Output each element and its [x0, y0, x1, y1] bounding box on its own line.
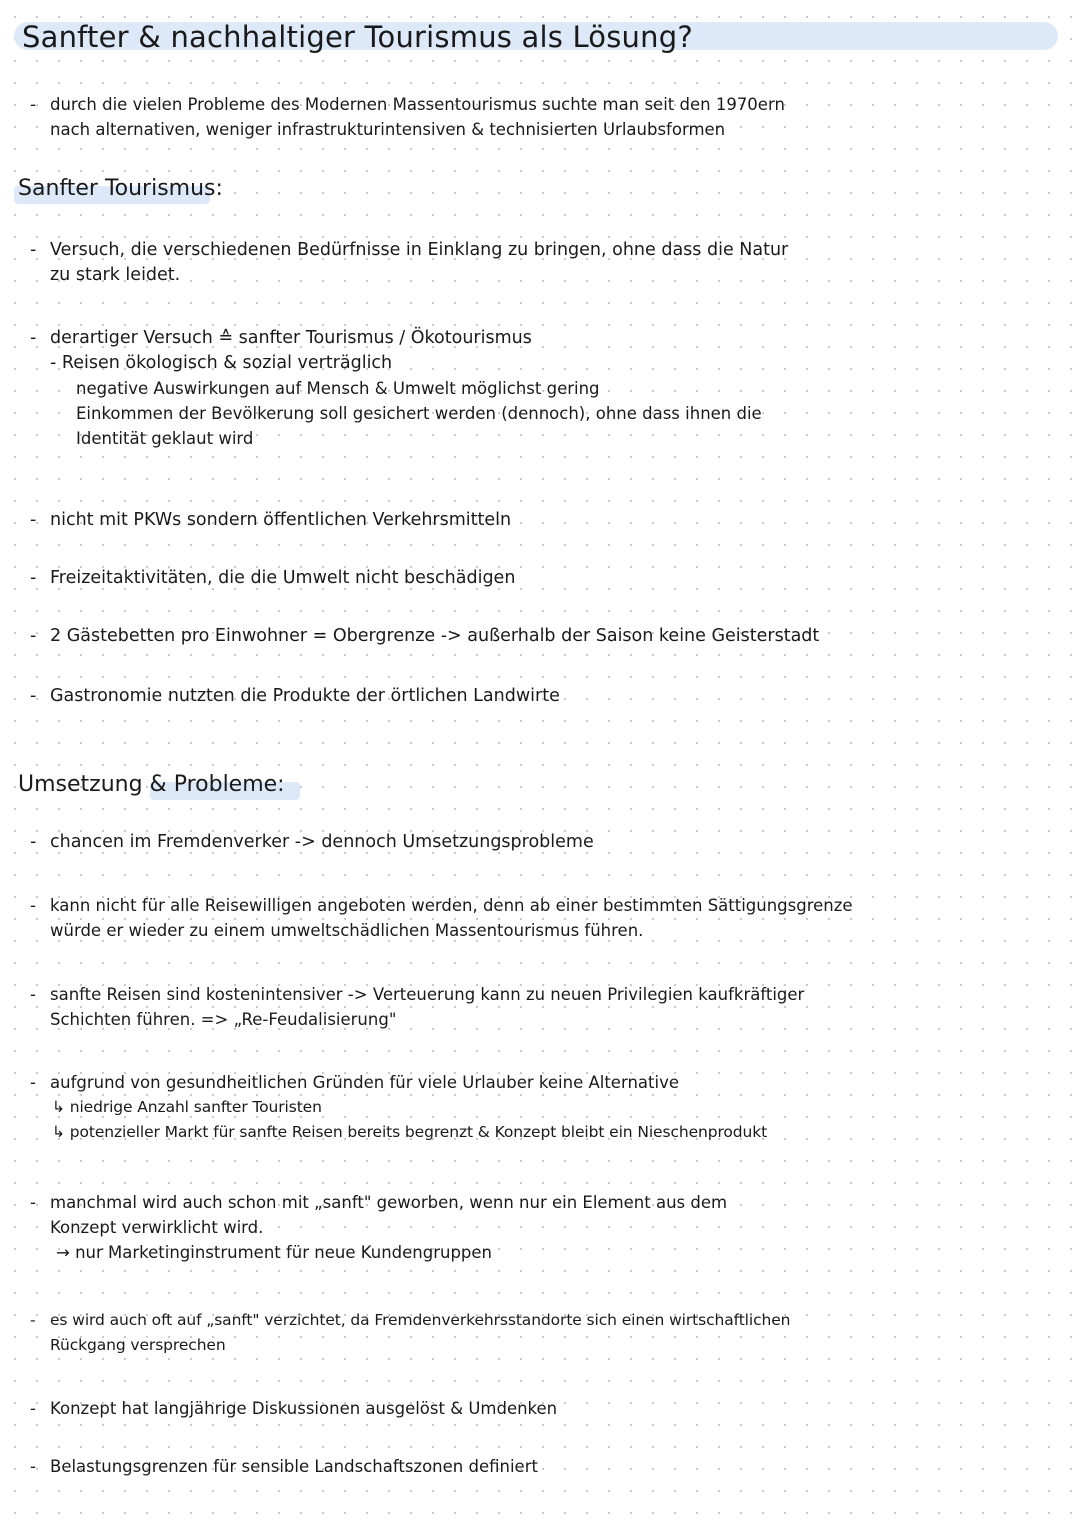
list-item — [30, 684, 1070, 709]
list-item — [30, 238, 1070, 288]
bullet-dash: - — [30, 832, 37, 852]
sub-item-details: → nur Marketinginstrument für neue Kundengruppen — [56, 1243, 493, 1262]
list-item — [30, 508, 1070, 533]
bullet-dash: - — [30, 1457, 36, 1476]
bullet-dash: - — [30, 1073, 36, 1092]
bullet-dash: - — [30, 328, 37, 348]
list-item-text: aufgrund von gesundheitlichen Gründen für viele Urlauber keine Alternative — [50, 1073, 679, 1092]
bullet-dash: - — [30, 95, 36, 114]
list-item-text: Belastungsgrenzen für sensible Landschaftszonen definiert — [50, 1457, 538, 1476]
bullet-dash: - — [30, 1193, 36, 1212]
list-item-text: Konzept hat langjährige Diskussionen ausgelöst & Umdenken — [50, 1399, 558, 1418]
list-item — [30, 1454, 1070, 1479]
bullet-dash: - — [30, 896, 36, 915]
list-item-text: chancen im Fremdenverker -> dennoch Umsetzungsprobleme — [50, 832, 594, 852]
list-item-text: 2 Gästebetten pro Einwohner = Obergrenze -> außerhalb der Saison keine Geisterstadt — [50, 626, 820, 646]
list-item — [30, 1190, 1070, 1265]
bullet-dash: - — [30, 510, 37, 530]
list-item — [30, 1396, 1070, 1421]
section-heading-umsetzung-probleme: Umsetzung & Probleme: — [18, 772, 285, 797]
sub-item-details: ↳ niedrige Anzahl sanfter Touristen ↳ potenzieller Markt für sanfte Reisen bereits begrenzt & Konzept bleibt ein Nieschenprodukt — [52, 1098, 768, 1141]
intro-item — [30, 92, 1070, 142]
sub-item-text: - Reisen ökologisch & sozial verträglich — [50, 353, 393, 373]
intro-text: durch die vielen Probleme des Modernen Massentourismus suchte man seit den 1970ern nach alternativen, weniger infrastrukturintensiven & technisierten Urlaubsformen — [50, 95, 785, 139]
list-item-text: kann nicht für alle Reisewilligen angeboten werden, denn ab einer bestimmten Sättigungsgrenze würde er wieder zu einem umweltschädlichen Massentourismus führen. — [50, 896, 853, 940]
bullet-dash: - — [30, 568, 37, 588]
list-item-text: Freizeitaktivitäten, die die Umwelt nicht beschädigen — [50, 568, 516, 588]
page-title: Sanfter & nachhaltiger Tourismus als Lösung? — [22, 20, 693, 54]
list-item — [30, 1308, 1070, 1358]
list-item — [30, 830, 1070, 855]
list-item-text: nicht mit PKWs sondern öffentlichen Verkehrsmitteln — [50, 510, 512, 530]
list-item — [30, 566, 1070, 591]
bullet-dash: - — [30, 985, 36, 1004]
list-item — [30, 326, 1070, 451]
bullet-dash: - — [30, 626, 37, 646]
list-item-text: Gastronomie nutzten die Produkte der örtlichen Landwirte — [50, 686, 560, 706]
bullet-dash: - — [30, 240, 37, 260]
list-item-text: sanfte Reisen sind kostenintensiver -> Verteuerung kann zu neuen Privilegien kaufkräftiger Schichten führen. => „Re-Feudalisierung" — [50, 985, 805, 1029]
section-heading-sanfter-tourismus: Sanfter Tourismus: — [18, 176, 223, 201]
list-item — [30, 624, 1070, 649]
list-item-text: es wird auch oft auf „sanft" verzichtet, da Fremdenverkehrsstandorte sich einen wirtschaftlichen Rückgang versprechen — [50, 1311, 791, 1354]
list-item-text: derartiger Versuch ≙ sanfter Tourismus / Ökotourismus — [50, 328, 532, 348]
list-item — [30, 982, 1070, 1032]
list-item — [30, 1070, 1070, 1145]
bullet-dash: - — [30, 1399, 36, 1418]
bullet-dash: - — [30, 686, 37, 706]
list-item-text: Versuch, die verschiedenen Bedürfnisse in Einklang zu bringen, ohne dass die Natur zu stark leidet. — [50, 240, 789, 285]
sub-item-details: negative Auswirkungen auf Mensch & Umwelt möglichst gering Einkommen der Bevölkerung soll gesichert werden (dennoch), ohne dass ihnen die Identität geklaut wird — [76, 379, 762, 448]
list-item-text: manchmal wird auch schon mit „sanft" geworben, wenn nur ein Element aus dem Konzept verwirklicht wird. — [50, 1193, 728, 1237]
list-item — [30, 893, 1070, 943]
bullet-dash: - — [30, 1311, 36, 1329]
